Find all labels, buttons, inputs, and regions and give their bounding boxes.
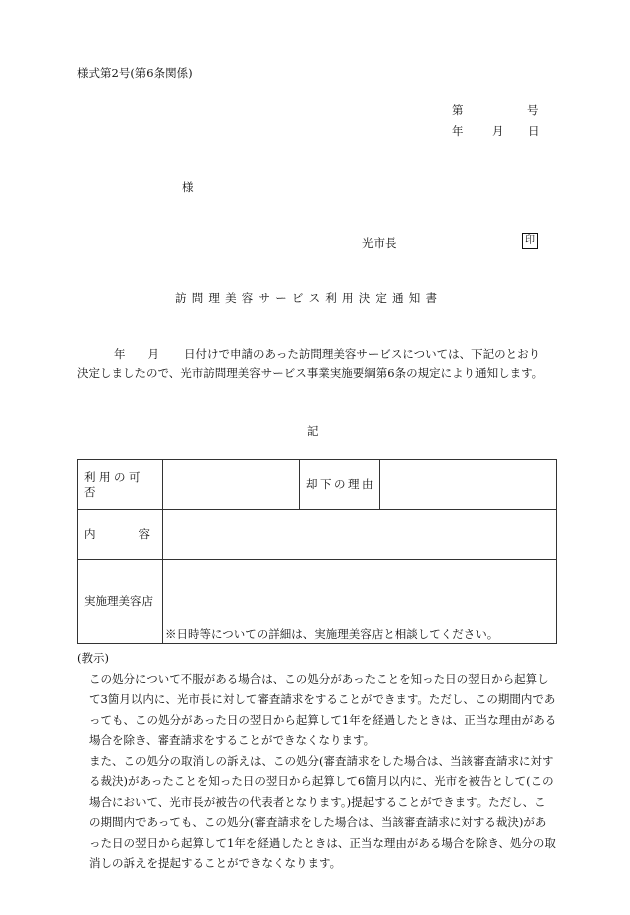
date-day-label: 日 [528,124,540,138]
body-line-2: 決定しましたので、光市訪問理美容サービス事業実施要綱第6条の規定により通知します。 [77,365,544,380]
body-paragraph [77,347,555,381]
body-line-1 [77,347,555,362]
notice-heading: (教示) [77,651,109,665]
rejection-label-cell [300,460,380,510]
form-number: 様式第2号(第6条関係) [77,66,193,80]
content-label-cell [78,510,163,560]
document-number-prefix: 第 [452,103,464,117]
salon-value-cell[interactable] [163,560,557,644]
date-year-label: 年 [452,124,464,138]
usage-value-cell[interactable] [163,460,300,510]
salon-label: 実施理美容店 [84,594,153,609]
usage-label [84,470,162,500]
usage-label-cell [78,460,163,510]
usage-label-text: 利用の可否 [84,469,144,499]
body-year: 年 [114,347,126,361]
document-title: 訪問理美容サービス利用決定通知書 [175,291,443,305]
seal-mark: 印 [522,233,538,249]
rejection-value-cell[interactable] [380,460,557,510]
date-month-label: 月 [492,124,504,138]
addressee-honorific: 様 [182,180,194,194]
salon-label-cell [78,560,163,644]
appeal-notice [77,648,557,874]
content-value-cell[interactable] [163,510,557,560]
notice-paragraph-2: また、この処分の取消しの訴えは、この処分(審査請求をした場合は、当該審査請求に対する裁決)があったことを知った日の翌日から起算して6箇月以内に、光市を被告として(この場合において、光市長が被告の代表者となります。)提起することができます。ただし、この期間内であっても、この処分(審査請求をした場合は、当該審査請求に対する裁決)があった日の翌日から起算して1年を経過したときは、正当な理由がある場合を除き、処分の取消しの訴えを提起することができなくなります。 [89,753,556,870]
usage-row [78,460,557,510]
body-line-1-text: 日付けで申請のあった訪問理美容サービスについては、下記のとおり [184,347,541,361]
content-label: 内 容 [84,527,150,542]
notice-paragraph-1: この処分について不服がある場合は、この処分があったことを知った日の翌日から起算して3箇月以内に、光市長に対して審査請求をすることができます。ただし、この期間内であっても、この処分があった日の翌日から起算して1年を経過したときは、正当な理由がある場合を除き、審査請求をすることができなくなります。 [89,671,557,747]
rejection-label: 却下の理由 [306,477,376,492]
decision-table [77,459,557,644]
salon-row [78,560,557,644]
document-number-suffix: 号 [527,103,539,117]
content-row [78,510,557,560]
salon-note: ※日時等についての詳細は、実施理美容店と相談してください。 [165,627,499,642]
issuer-title: 光市長 [362,236,397,250]
ki-heading: 記 [307,424,319,438]
body-month: 月 [147,347,159,361]
